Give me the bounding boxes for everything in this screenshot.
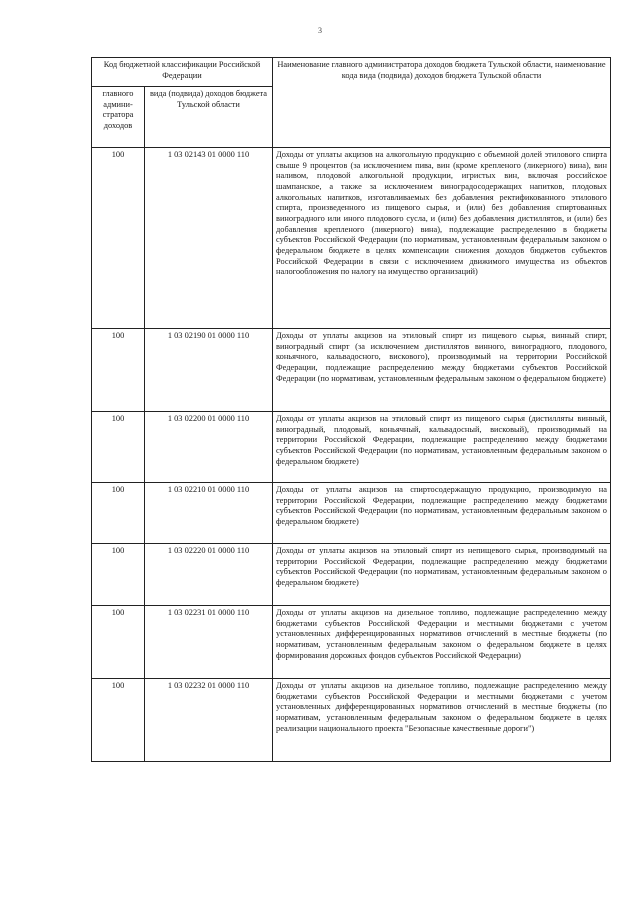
header-code-column: вида (подвида) доходов бюджета Тульской области	[145, 87, 273, 148]
row-admin-code: 100	[92, 412, 145, 483]
row-admin-code: 100	[92, 544, 145, 606]
table-row	[92, 483, 611, 544]
row-description: Доходы от уплаты акцизов на этиловый спирт из пищевого сырья, винный спирт, виноградный спирт (за исключением дистиллятов винного, виноградного, плодового, коньячного, кальвадосного, вискового), производимый на территории Российской Федерации, подлежащие распределению между бюджетами субъектов Российской Федерации (по нормативам, установленным федеральным законом о федеральном бюджете)	[273, 329, 611, 412]
row-description: Доходы от уплаты акцизов на этиловый спирт из пищевого сырья (дистилляты винный, виноградный, плодовый, коньячный, кальвадосный, висковый), производимый на территории Российской Федерации, подлежащие распределению между бюджетами субъектов Российской Федерации (по нормативам, установленным федеральным законом о федеральном бюджете)	[273, 412, 611, 483]
budget-classification-table	[91, 57, 611, 762]
table-row	[92, 606, 611, 679]
row-admin-code: 100	[92, 679, 145, 762]
row-description: Доходы от уплаты акцизов на алкогольную продукцию с объемной долей этилового спирта свыше 9 процентов (за исключением пива, вин (кроме крепленого (ликерного) вина), вин наливом, плодовой алкогольной продукции, игристых вин, включая российское шампанское, а также за исключением виноградосодержащих напитков, плодовых алкогольных напитков, изготавливаемых без добавления ректификованного этилового спирта, произведенного из пищевого сырья, и (или) без добавления спиртованных виноградного или иного плодового сусла, и (или) без добавления дистиллятов, и (или) без добавления крепленого (ликерного) вина), подлежащие распределению в бюджеты субъектов Российской Федерации (по нормативам, установленным федеральным законом о федеральном бюджете в целях компенсации снижения доходов бюджетов субъектов Российской Федерации в связи с исключением движимого имущества из объектов налогообложения по налогу на имущество организаций)	[273, 148, 611, 329]
row-income-code: 1 03 02200 01 0000 110	[145, 412, 273, 483]
row-admin-code: 100	[92, 606, 145, 679]
row-income-code: 1 03 02232 01 0000 110	[145, 679, 273, 762]
row-admin-code: 100	[92, 329, 145, 412]
table-row	[92, 679, 611, 762]
row-income-code: 1 03 02190 01 0000 110	[145, 329, 273, 412]
table-row	[92, 148, 611, 329]
table-row	[92, 544, 611, 606]
header-admin-column: главного админи-стратора доходов	[92, 87, 145, 148]
header-code-group: Код бюджетной классификации Российской Федерации	[92, 58, 273, 87]
row-admin-code: 100	[92, 483, 145, 544]
table-row	[92, 412, 611, 483]
header-name-column: Наименование главного администратора доходов бюджета Тульской области, наименование кода вида (подвида) доходов бюджета Тульской области	[273, 58, 611, 148]
row-admin-code: 100	[92, 148, 145, 329]
table-row	[92, 329, 611, 412]
row-income-code: 1 03 02220 01 0000 110	[145, 544, 273, 606]
row-description: Доходы от уплаты акцизов на спиртосодержащую продукцию, производимую на территории Российской Федерации, подлежащие распределению между бюджетами субъектов Российской Федерации (по нормативам, установленным федеральным законом о федеральном бюджете)	[273, 483, 611, 544]
row-income-code: 1 03 02210 01 0000 110	[145, 483, 273, 544]
table-header-row	[92, 58, 611, 87]
row-description: Доходы от уплаты акцизов на этиловый спирт из непищевого сырья, производимый на территории Российской Федерации, подлежащие распределению между бюджетами субъектов Российской Федерации (по нормативам, установленным федеральным законом о федеральном бюджете)	[273, 544, 611, 606]
row-description: Доходы от уплаты акцизов на дизельное топливо, подлежащие распределению между бюджетами субъектов Российской Федерации и местными бюджетами с учетом установленных дифференцированных нормативов отчислений в местные бюджеты (по нормативам, установленным федеральным законом о федеральном бюджете в целях формирования дорожных фондов субъектов Российской Федерации)	[273, 606, 611, 679]
page-number: 3	[318, 26, 322, 35]
row-income-code: 1 03 02231 01 0000 110	[145, 606, 273, 679]
row-description: Доходы от уплаты акцизов на дизельное топливо, подлежащие распределению между бюджетами субъектов Российской Федерации и местными бюджетами с учетом установленных дифференцированных нормативов отчислений в местные бюджеты (по нормативам, установленным федеральным законом о федеральном бюджете в целях реализации национального проекта "Безопасные качественные дороги")	[273, 679, 611, 762]
row-income-code: 1 03 02143 01 0000 110	[145, 148, 273, 329]
